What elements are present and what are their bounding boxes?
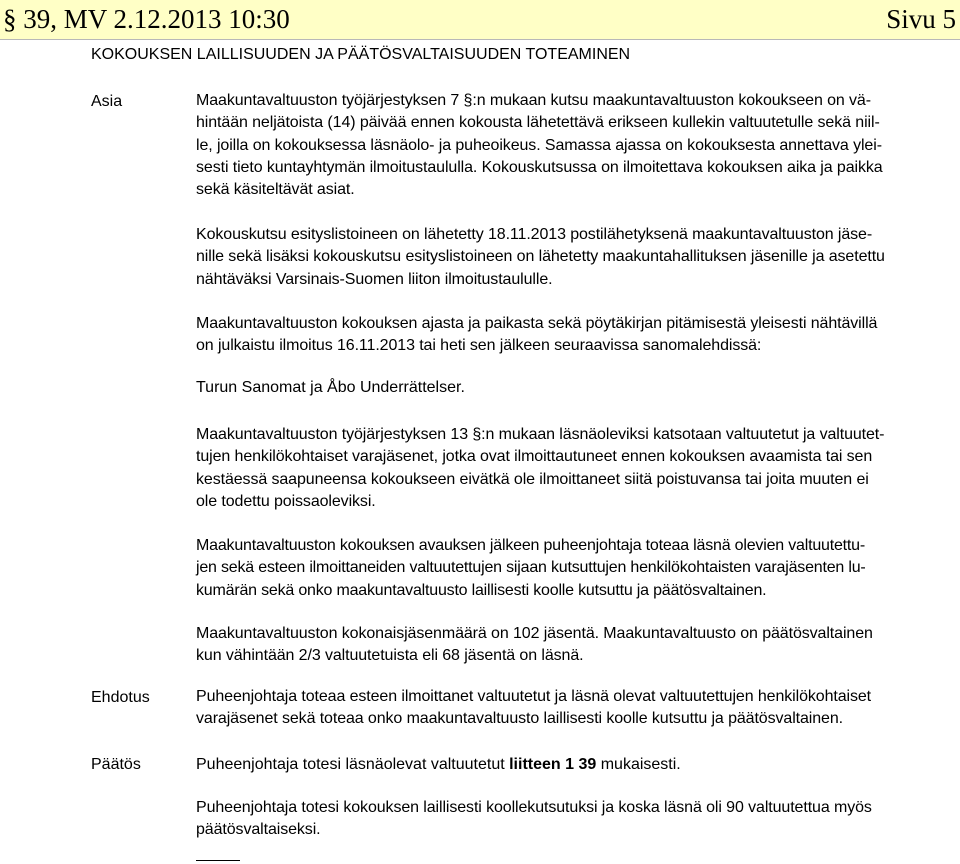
header-page-number: Sivu 5 — [886, 4, 956, 34]
header-section-date: § 39, MV 2.12.2013 10:30 — [3, 4, 290, 34]
paragraph-jasenmaara: Maakuntavaltuuston kokonaisjäsenmäärä on 102 jäsentä. Maakuntavaltuusto on päätösvaltainen kun vähintään 2/3 valtuutetuista eli 68 jäsentä on läsnä. — [196, 625, 873, 665]
page-header — [0, 0, 960, 40]
label-paatos: Päätös — [91, 756, 141, 773]
document-title: KOKOUKSEN LAILLISUUDEN JA PÄÄTÖSVALTAISUUDEN TOTEAMINEN — [91, 46, 631, 63]
footer-divider — [196, 860, 240, 861]
paragraph-lehdet: Turun Sanomat ja Åbo Underrättelser. — [196, 379, 465, 396]
label-ehdotus: Ehdotus — [91, 689, 150, 706]
paragraph-avaus: Maakuntavaltuuston kokouksen avauksen jälkeen puheenjohtaja toteaa läsnä olevien valtuutettu- jen sekä esteen ilmoittaneiden valtuutettujen sijaan kutsuttujen henkilökohtaisten varajäsenten lu- kumärän sekä onko maakuntavaltuusto laillisesti koolle kutsuttu ja päätösvaltainen. — [196, 537, 866, 599]
paragraph-ehdotus: Puheenjohtaja toteaa esteen ilmoittanet valtuutetut ja läsnä olevat valtuutettujen henkilökohtaiset varajäsenet sekä toteaa onko maakuntavaltuusto laillisesti koolle kutsuttu ja päätösvaltainen. — [196, 688, 872, 728]
paatos-text-end: mukaisesti. — [596, 756, 681, 773]
paragraph-kutsu: Maakuntavaltuuston työjärjestyksen 7 §:n mukaan kutsu maakuntavaltuuston kokoukseen on vä- hintään neljätoista (14) päivää ennen kokousta lähetettävä erikseen kullekin valtuutetulle sekä niil- le, joilla on kokouksessa läsnäolo- ja puheoikeus. Samassa ajassa on kokouksesta annettava ylei- sesti tieto kuntayhtymän ilmoitustaululla. Kokouskutsussa on ilmoitettava kokouksen aika ja paikka sekä käsiteltävät asiat. — [196, 92, 883, 199]
paragraph-ilmoitus: Maakuntavaltuuston kokouksen ajasta ja paikasta sekä pöytäkirjan pitämisestä yleisesti nähtävillä on julkaistu ilmoitus 16.11.2013 tai heti sen jälkeen seuraavissa sanomalehdissä: — [196, 315, 878, 355]
paatos-attachment-ref: liitteen 1 39 — [509, 756, 597, 773]
paragraph-lahetetty: Kokouskutsu esityslistoineen on lähetetty 18.11.2013 postilähetyksenä maakuntavaltuuston jäse- nille sekä lisäksi kokouskutsu esityslistoineen on lähetetty maakuntahallituksen jäsenille ja asetettu nähtäväksi Varsinais-Suomen liiton ilmoitustaululle. — [196, 226, 885, 288]
paatos-text-start: Puheenjohtaja totesi läsnäolevat valtuutetut — [196, 756, 510, 773]
paragraph-lasnaolo: Maakuntavaltuuston työjärjestyksen 13 §:n mukaan läsnäoleviksi katsotaan valtuutetut ja valtuutet- tujen henkilökohtaiset varajäsenet, jotka ovat ilmoittautuneet ennen kokouksen avaamista tai sen kestäessä saapuneensa kokoukseen eivätkä ole ilmoittaneet siitä poistuvansa tai joita muuten ei ole todettu poissaoleviksi. — [196, 426, 885, 510]
paragraph-paatos-2: Puheenjohtaja totesi kokouksen laillisesti koollekutsutuksi ja koska läsnä oli 90 valtuutettua myös päätösvaltaiseksi. — [196, 799, 872, 839]
label-asia: Asia — [91, 93, 123, 110]
paragraph-paatos-1 — [196, 756, 681, 774]
